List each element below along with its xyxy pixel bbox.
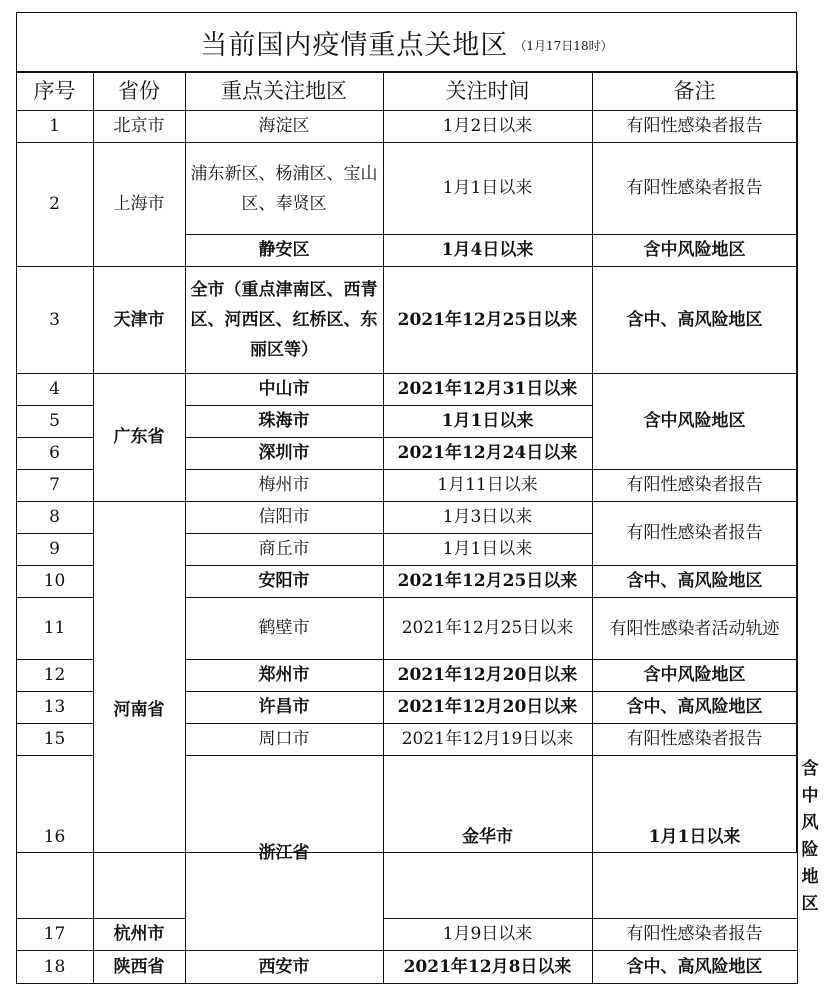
row-number: 10 bbox=[16, 566, 93, 598]
row-note: 有阳性感染者报告 bbox=[592, 470, 797, 502]
row-time: 2021年12月8日以来 bbox=[383, 951, 592, 984]
row-area: 梅州市 bbox=[185, 470, 383, 502]
row-note: 有阳性感染者报告 bbox=[592, 111, 797, 143]
row-area: 珠海市 bbox=[185, 406, 383, 438]
header-province: 省份 bbox=[93, 72, 185, 111]
row-number: 2 bbox=[16, 143, 93, 267]
row-time: 2021年12月25日以来 bbox=[383, 267, 592, 374]
row-time: 1月9日以来 bbox=[383, 919, 592, 951]
row-note: 含中风险地区 bbox=[592, 374, 797, 470]
row-area: 郑州市 bbox=[185, 660, 383, 692]
row-time: 1月1日以来 bbox=[383, 143, 592, 235]
row-note: 有阳性感染者报告 bbox=[592, 502, 797, 566]
row-number: 7 bbox=[16, 470, 93, 502]
header-no: 序号 bbox=[16, 72, 93, 111]
row-note: 含中风险地区 bbox=[592, 660, 797, 692]
header-row bbox=[16, 72, 797, 111]
header-area: 重点关注地区 bbox=[185, 72, 383, 111]
row-area: 全市（重点津南区、西青区、河西区、红桥区、东丽区等） bbox=[185, 267, 383, 374]
row-note: 含中、高风险地区 bbox=[592, 692, 797, 724]
row-area: 许昌市 bbox=[185, 692, 383, 724]
row-number: 11 bbox=[16, 598, 93, 660]
row-area: 西安市 bbox=[185, 951, 383, 984]
row-time: 2021年12月25日以来 bbox=[383, 598, 592, 660]
page-subtitle: （1月17日18时） bbox=[514, 39, 613, 53]
row-number: 17 bbox=[16, 919, 93, 951]
row-time: 2021年12月19日以来 bbox=[383, 724, 592, 756]
row-province: 河南省 bbox=[93, 502, 185, 919]
row-note: 含中、高风险地区 bbox=[592, 951, 797, 984]
row-number: 3 bbox=[16, 267, 93, 374]
row-note: 有阳性感染者报告 bbox=[592, 724, 797, 756]
row-note: 含中风险地区 bbox=[592, 235, 797, 267]
row-time: 1月11日以来 bbox=[383, 470, 592, 502]
risk-area-table-sheet bbox=[16, 12, 819, 977]
row-province: 陕西省 bbox=[93, 951, 185, 984]
header-note: 备注 bbox=[592, 72, 797, 111]
row-area: 中山市 bbox=[185, 374, 383, 406]
row-number: 16 bbox=[16, 756, 93, 919]
row-note: 含中、高风险地区 bbox=[592, 267, 797, 374]
row-area: 杭州市 bbox=[93, 919, 185, 951]
table-row bbox=[16, 951, 797, 984]
row-number: 12 bbox=[16, 660, 93, 692]
row-area: 浦东新区、杨浦区、宝山区、奉贤区 bbox=[185, 143, 383, 235]
row-area: 深圳市 bbox=[185, 438, 383, 470]
table-row bbox=[16, 919, 797, 951]
row-time: 1月1日以来 bbox=[383, 406, 592, 438]
row-time: 2021年12月20日以来 bbox=[383, 660, 592, 692]
row-number: 4 bbox=[16, 374, 93, 406]
row-number: 6 bbox=[16, 438, 93, 470]
row-province: 浙江省 bbox=[185, 756, 383, 951]
row-number: 5 bbox=[16, 406, 93, 438]
row-number: 8 bbox=[16, 502, 93, 534]
row-note: 有阳性感染者报告 bbox=[592, 143, 797, 235]
row-note: 有阳性感染者活动轨迹 bbox=[592, 598, 797, 660]
page-title: 当前国内疫情重点关地区 bbox=[200, 30, 509, 61]
row-number: 9 bbox=[16, 534, 93, 566]
row-time: 1月2日以来 bbox=[383, 111, 592, 143]
row-area: 静安区 bbox=[185, 235, 383, 267]
row-province: 广东省 bbox=[93, 374, 185, 502]
table-row: 16 浙江省 金华市 1月1日以来 含中风险地区 bbox=[16, 756, 797, 919]
row-area: 信阳市 bbox=[185, 502, 383, 534]
row-time: 1月4日以来 bbox=[383, 235, 592, 267]
row-time: 2021年12月25日以来 bbox=[383, 566, 592, 598]
row-time: 2021年12月20日以来 bbox=[383, 692, 592, 724]
row-number: 13 bbox=[16, 692, 93, 724]
row-province: 北京市 bbox=[93, 111, 185, 143]
row-area: 商丘市 bbox=[185, 534, 383, 566]
row-time: 2021年12月31日以来 bbox=[383, 374, 592, 406]
row-time: 1月3日以来 bbox=[383, 502, 592, 534]
table-row bbox=[16, 502, 797, 534]
row-time: 1月1日以来 bbox=[592, 756, 797, 919]
row-area: 海淀区 bbox=[185, 111, 383, 143]
row-area: 安阳市 bbox=[185, 566, 383, 598]
risk-area-table bbox=[16, 71, 819, 984]
row-area: 周口市 bbox=[185, 724, 383, 756]
table-row bbox=[16, 374, 797, 406]
row-province: 天津市 bbox=[93, 267, 185, 374]
table-row bbox=[16, 267, 797, 374]
row-time: 2021年12月24日以来 bbox=[383, 438, 592, 470]
row-number: 1 bbox=[16, 111, 93, 143]
row-area: 鹤壁市 bbox=[185, 598, 383, 660]
row-area: 金华市 bbox=[383, 756, 592, 919]
title-row bbox=[17, 13, 796, 73]
table-row bbox=[16, 111, 797, 143]
row-note: 含中、高风险地区 bbox=[592, 566, 797, 598]
row-note: 有阳性感染者报告 bbox=[592, 919, 797, 951]
row-time: 1月1日以来 bbox=[383, 534, 592, 566]
row-province: 上海市 bbox=[93, 143, 185, 267]
row-number: 15 bbox=[16, 724, 93, 756]
row-number: 18 bbox=[16, 951, 93, 984]
table-row bbox=[16, 143, 797, 235]
header-time: 关注时间 bbox=[383, 72, 592, 111]
